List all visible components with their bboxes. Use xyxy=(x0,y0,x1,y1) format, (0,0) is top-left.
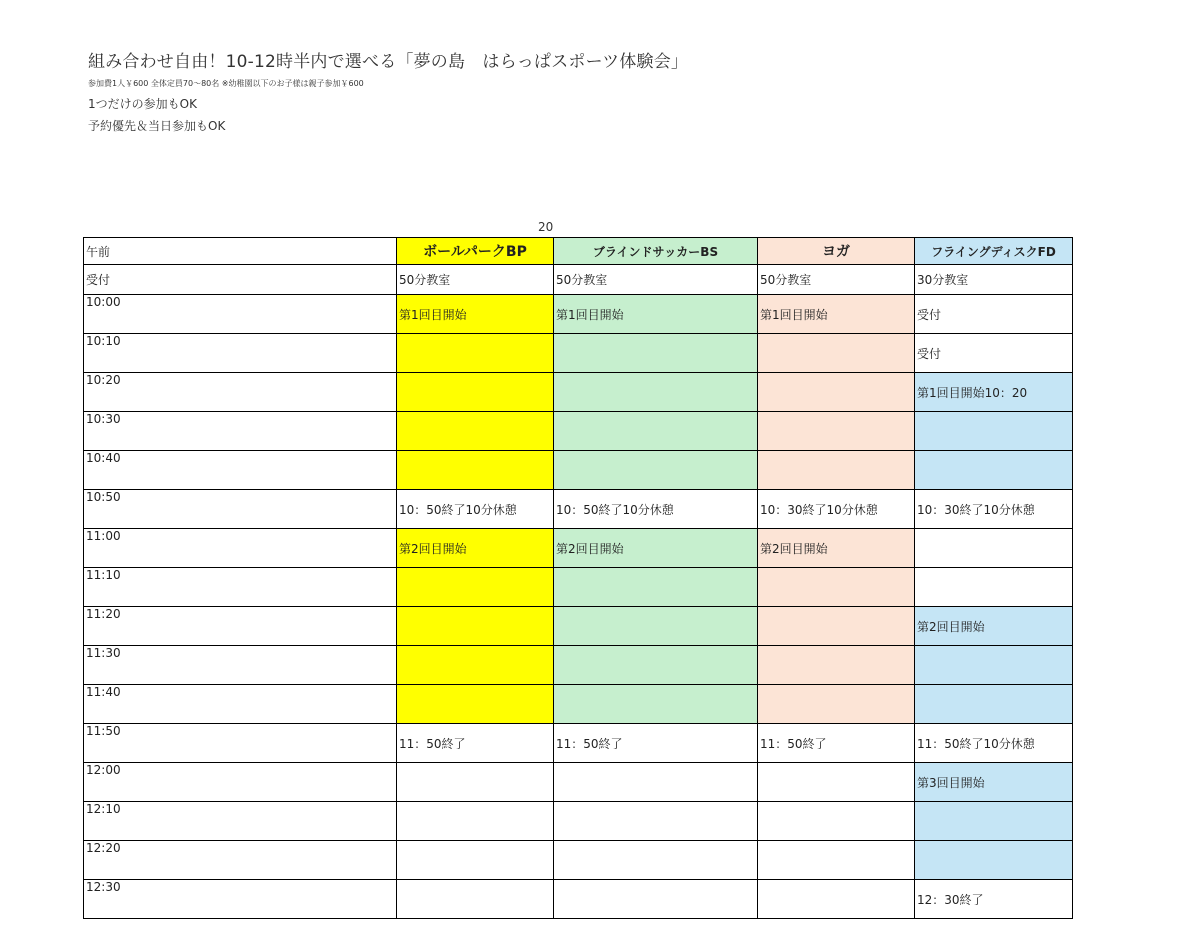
fee-note: 参加費1人￥600 全体定員70～80名 ※幼稚園以下のお子様は親子参加￥600 xyxy=(88,79,364,88)
schedule-cell-ballpark[interactable] xyxy=(397,841,554,880)
schedule-cell-flying-disc[interactable] xyxy=(915,841,1073,880)
schedule-cell-ballpark[interactable] xyxy=(397,685,554,724)
time-cell[interactable]: 11:10 xyxy=(84,568,397,607)
table-row xyxy=(84,451,1073,490)
header-cell-yoga[interactable]: ヨガ xyxy=(758,238,915,265)
schedule-cell-ballpark[interactable]: 第1回目開始 xyxy=(397,295,554,334)
header-cell-ballpark[interactable]: ボールパークBP xyxy=(397,238,554,265)
time-cell[interactable]: 12:20 xyxy=(84,841,397,880)
schedule-cell-flying-disc[interactable] xyxy=(915,412,1073,451)
schedule-cell-blind-soccer[interactable] xyxy=(554,802,758,841)
schedule-cell-yoga[interactable] xyxy=(758,412,915,451)
time-cell[interactable]: 12:30 xyxy=(84,880,397,919)
schedule-cell-ballpark[interactable] xyxy=(397,451,554,490)
schedule-cell-flying-disc[interactable] xyxy=(915,802,1073,841)
table-row xyxy=(84,607,1073,646)
schedule-cell-ballpark[interactable]: 11：50終了 xyxy=(397,724,554,763)
schedule-cell-ballpark[interactable]: 10：50終了10分休憩 xyxy=(397,490,554,529)
schedule-cell-yoga[interactable] xyxy=(758,568,915,607)
time-cell[interactable]: 11:30 xyxy=(84,646,397,685)
time-cell[interactable]: 11:20 xyxy=(84,607,397,646)
schedule-cell-yoga[interactable] xyxy=(758,841,915,880)
table-row xyxy=(84,295,1073,334)
schedule-cell-blind-soccer[interactable] xyxy=(554,412,758,451)
schedule-cell-blind-soccer[interactable] xyxy=(554,451,758,490)
schedule-cell-flying-disc[interactable] xyxy=(915,685,1073,724)
table-row xyxy=(84,763,1073,802)
time-cell[interactable]: 11:50 xyxy=(84,724,397,763)
schedule-cell-blind-soccer[interactable] xyxy=(554,763,758,802)
table-row xyxy=(84,490,1073,529)
table-row xyxy=(84,685,1073,724)
note-single-participation: 1つだけの参加もOK xyxy=(88,97,197,111)
schedule-cell-ballpark[interactable] xyxy=(397,568,554,607)
schedule-cell-yoga[interactable] xyxy=(758,685,915,724)
table-row xyxy=(84,412,1073,451)
table-row xyxy=(84,724,1073,763)
time-cell[interactable]: 12:10 xyxy=(84,802,397,841)
schedule-cell-flying-disc[interactable] xyxy=(915,646,1073,685)
schedule-cell-flying-disc[interactable] xyxy=(915,529,1073,568)
schedule-table xyxy=(83,237,1073,919)
schedule-cell-blind-soccer[interactable]: 10：50終了10分休憩 xyxy=(554,490,758,529)
time-cell[interactable]: 10:00 xyxy=(84,295,397,334)
sub-cell-ballpark[interactable]: 50分教室 xyxy=(397,265,554,295)
schedule-cell-blind-soccer[interactable]: 第2回目開始 xyxy=(554,529,758,568)
schedule-cell-yoga[interactable] xyxy=(758,763,915,802)
schedule-cell-flying-disc[interactable]: 12：30終了 xyxy=(915,880,1073,919)
schedule-cell-ballpark[interactable]: 第2回目開始 xyxy=(397,529,554,568)
schedule-cell-blind-soccer[interactable] xyxy=(554,685,758,724)
table-row xyxy=(84,646,1073,685)
schedule-cell-flying-disc[interactable]: 第2回目開始 xyxy=(915,607,1073,646)
table-row xyxy=(84,568,1073,607)
schedule-cell-yoga[interactable] xyxy=(758,880,915,919)
page-title: 組み合わせ自由！10-12時半内で選べる「夢の島 はらっぱスポーツ体験会」 xyxy=(88,52,689,72)
schedule-cell-yoga[interactable]: 11：50終了 xyxy=(758,724,915,763)
sub-cell-reception[interactable]: 受付 xyxy=(84,265,397,295)
table-row xyxy=(84,802,1073,841)
sub-cell-flying-disc[interactable]: 30分教室 xyxy=(915,265,1073,295)
schedule-cell-flying-disc[interactable]: 10：30終了10分休憩 xyxy=(915,490,1073,529)
schedule-cell-flying-disc[interactable]: 第1回目開始10：20 xyxy=(915,373,1073,412)
time-cell[interactable]: 11:00 xyxy=(84,529,397,568)
table-row xyxy=(84,334,1073,373)
time-cell[interactable]: 10:10 xyxy=(84,334,397,373)
table-row xyxy=(84,841,1073,880)
schedule-cell-blind-soccer[interactable] xyxy=(554,334,758,373)
schedule-cell-yoga[interactable] xyxy=(758,451,915,490)
time-cell[interactable]: 11:40 xyxy=(84,685,397,724)
schedule-cell-yoga[interactable]: 10：30終了10分休憩 xyxy=(758,490,915,529)
table-row xyxy=(84,880,1073,919)
schedule-cell-yoga[interactable]: 第1回目開始 xyxy=(758,295,915,334)
schedule-cell-yoga[interactable] xyxy=(758,373,915,412)
schedule-cell-blind-soccer[interactable] xyxy=(554,646,758,685)
schedule-cell-yoga[interactable] xyxy=(758,334,915,373)
header-cell-blind-soccer[interactable]: ブラインドサッカーBS xyxy=(554,238,758,265)
schedule-cell-flying-disc[interactable] xyxy=(915,451,1073,490)
schedule-cell-flying-disc[interactable]: 受付 xyxy=(915,334,1073,373)
note-reservation: 予約優先＆当日参加もOK xyxy=(88,119,226,133)
schedule-cell-yoga[interactable] xyxy=(758,802,915,841)
schedule-cell-ballpark[interactable] xyxy=(397,334,554,373)
schedule-cell-blind-soccer[interactable] xyxy=(554,607,758,646)
schedule-cell-ballpark[interactable] xyxy=(397,412,554,451)
column-number-label: 20 xyxy=(538,220,554,234)
schedule-cell-ballpark[interactable] xyxy=(397,646,554,685)
schedule-cell-flying-disc[interactable]: 第3回目開始 xyxy=(915,763,1073,802)
schedule-cell-yoga[interactable] xyxy=(758,646,915,685)
table-row xyxy=(84,529,1073,568)
schedule-cell-ballpark[interactable] xyxy=(397,607,554,646)
schedule-cell-ballpark[interactable] xyxy=(397,880,554,919)
header-cell-am[interactable]: 午前 xyxy=(84,238,397,265)
schedule-cell-flying-disc[interactable] xyxy=(915,568,1073,607)
table-row xyxy=(84,373,1073,412)
schedule-cell-flying-disc[interactable]: 受付 xyxy=(915,295,1073,334)
sub-cell-blind-soccer[interactable]: 50分教室 xyxy=(554,265,758,295)
schedule-cell-blind-soccer[interactable]: 第1回目開始 xyxy=(554,295,758,334)
header-cell-flying-disc[interactable]: フライングディスクFD xyxy=(915,238,1073,265)
schedule-cell-yoga[interactable]: 第2回目開始 xyxy=(758,529,915,568)
schedule-cell-yoga[interactable] xyxy=(758,607,915,646)
schedule-cell-blind-soccer[interactable] xyxy=(554,373,758,412)
sub-header-row xyxy=(84,265,1073,295)
time-cell[interactable]: 10:30 xyxy=(84,412,397,451)
time-cell[interactable]: 10:50 xyxy=(84,490,397,529)
time-cell[interactable]: 12:00 xyxy=(84,763,397,802)
header-row xyxy=(84,238,1073,265)
schedule-cell-blind-soccer[interactable] xyxy=(554,880,758,919)
schedule-cell-ballpark[interactable] xyxy=(397,763,554,802)
sub-cell-yoga[interactable]: 50分教室 xyxy=(758,265,915,295)
schedule-cell-ballpark[interactable] xyxy=(397,373,554,412)
schedule-cell-flying-disc[interactable]: 11：50終了10分休憩 xyxy=(915,724,1073,763)
schedule-cell-blind-soccer[interactable]: 11：50終了 xyxy=(554,724,758,763)
schedule-cell-blind-soccer[interactable] xyxy=(554,841,758,880)
time-cell[interactable]: 10:40 xyxy=(84,451,397,490)
schedule-cell-ballpark[interactable] xyxy=(397,802,554,841)
time-cell[interactable]: 10:20 xyxy=(84,373,397,412)
schedule-cell-blind-soccer[interactable] xyxy=(554,568,758,607)
